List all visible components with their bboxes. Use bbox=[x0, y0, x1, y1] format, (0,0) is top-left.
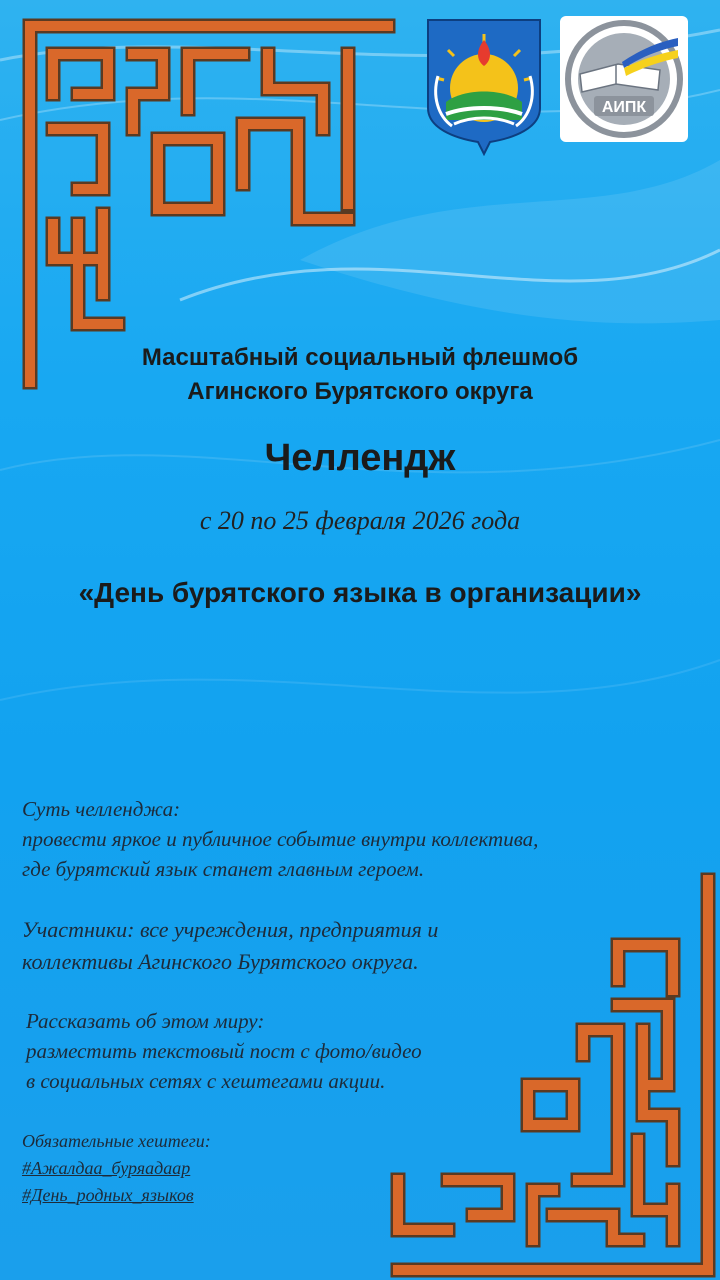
tell-line2: в социальных сетях с хештегами акции. bbox=[26, 1069, 386, 1093]
participants-line1: Участники: все учреждения, предприятия и bbox=[22, 917, 439, 942]
tell-line1: разместить текстовый пост с фото/видео bbox=[26, 1039, 422, 1063]
essence-heading: Суть челленджа: bbox=[22, 797, 181, 821]
event-dates: с 20 по 25 февраля 2026 года bbox=[199, 506, 521, 535]
ornament-bottom-right bbox=[378, 870, 720, 1280]
ornament-top-left bbox=[18, 14, 408, 394]
essence-line2: где бурятский язык станет главным героем. bbox=[22, 857, 425, 881]
event-name: «День бурятского языка в организации» bbox=[78, 577, 642, 608]
tell-heading: Рассказать об этом миру: bbox=[26, 1009, 265, 1033]
hashtags-section bbox=[22, 1128, 211, 1209]
hashtags-heading: Обязательные хештеги: bbox=[22, 1131, 211, 1151]
challenge-title: Челлендж bbox=[264, 437, 456, 479]
coat-of-arms-logo bbox=[424, 16, 544, 156]
flashmob-subtitle-line2: Агинского Бурятского округа bbox=[187, 378, 533, 405]
hashtag-link[interactable]: #День_родных_языков bbox=[22, 1185, 194, 1205]
essence-line1: провести яркое и публичное событие внутри коллектива, bbox=[22, 827, 539, 851]
participants-section bbox=[22, 914, 438, 978]
aipk-logo-text: АИПК bbox=[601, 99, 647, 116]
participants-line2: коллективы Агинского Бурятского округа. bbox=[22, 949, 419, 974]
aipk-logo bbox=[560, 16, 688, 142]
hashtag-link[interactable]: #Ажалдаа_буряадаар bbox=[22, 1158, 191, 1178]
tell-section bbox=[26, 1006, 422, 1096]
flashmob-subtitle-line1: Масштабный социальный флешмоб bbox=[141, 344, 579, 371]
